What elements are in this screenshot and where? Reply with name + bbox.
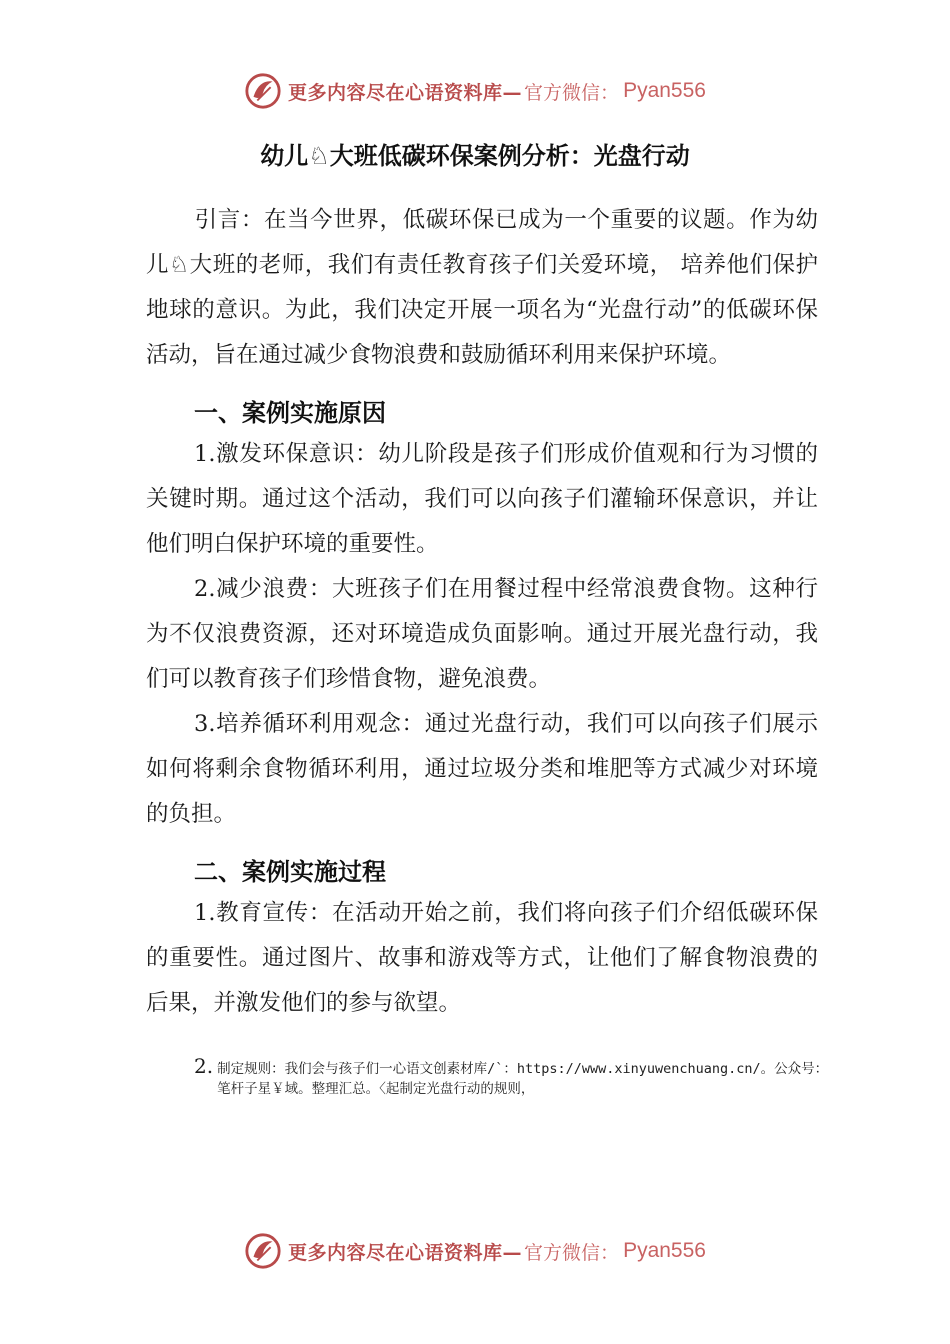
document-title: 幼儿♘大班低碳环保案例分析：光盘行动 [260,142,690,170]
section-heading-2: 二、案例实施过程 [194,858,386,886]
banner-text: 更多内容尽在心语资料库— [288,81,523,104]
section1-item [146,702,818,837]
section-heading-1: 一、案例实施原因 [194,399,386,427]
header-banner [0,72,950,110]
brand-logo-icon [244,1232,282,1270]
section1-item-text: 1.激发环保意识：幼儿阶段是孩子们形成价值观和行为习惯的关键时期。通过这个活动，我们可以向孩子们灌输环保意识，并让他们明白保护环境的重要性。 [146,441,818,557]
footer-banner [0,1232,950,1270]
intro-paragraph [146,198,818,378]
section1-item [146,567,818,702]
footnote [194,1055,834,1099]
section2-item-text: 1.教育宣传：在活动开始之前，我们将向孩子们介绍低碳环保的重要性。通过图片、故事和游戏等方式，让他们了解食物浪费的后果，并激发他们的参与欲望。 [146,900,818,1016]
banner-text: 更多内容尽在心语资料库— [288,1241,523,1264]
brand-logo-icon [244,72,282,110]
banner-wechat-id: Pyan556 [623,79,706,102]
document-body [146,198,818,1026]
intro-text: 引言：在当今世界，低碳环保已成为一个重要的议题。作为幼儿♘大班的老师，我们有责任教育孩子们关爱环境， 培养他们保护地球的意识。为此，我们决定开展一项名为“光盘行动”的低碳环保活动，旨在通过减少食物浪费和鼓励循环利用来保护环境。 [146,207,818,368]
section1-item [146,432,818,567]
footnote-text: 制定规则：我们会与孩子们一心语文创素材库/`：https://www.xinyuwenchuang.cn/。公众号：笔杆子星￥域。整理汇总。〈起制定光盘行动的规则， [217,1061,829,1097]
section1-item-text: 3.培养循环利用观念：通过光盘行动，我们可以向孩子们展示如何将剩余食物循环利用，通过垃圾分类和堆肥等方式减少对环境的负担。 [146,711,818,827]
banner-wechat-id: Pyan556 [623,1239,706,1262]
banner-wechat-label: 官方微信： [524,1241,620,1264]
section1-item-text: 2.减少浪费：大班孩子们在用餐过程中经常浪费食物。这种行为不仅浪费资源，还对环境造成负面影响。通过开展光盘行动，我们可以教育孩子们珍惜食物，避免浪费。 [146,576,818,692]
footnote-number: 2. [194,1054,214,1078]
section2-item [146,891,818,1026]
banner-wechat-label: 官方微信： [524,81,620,104]
